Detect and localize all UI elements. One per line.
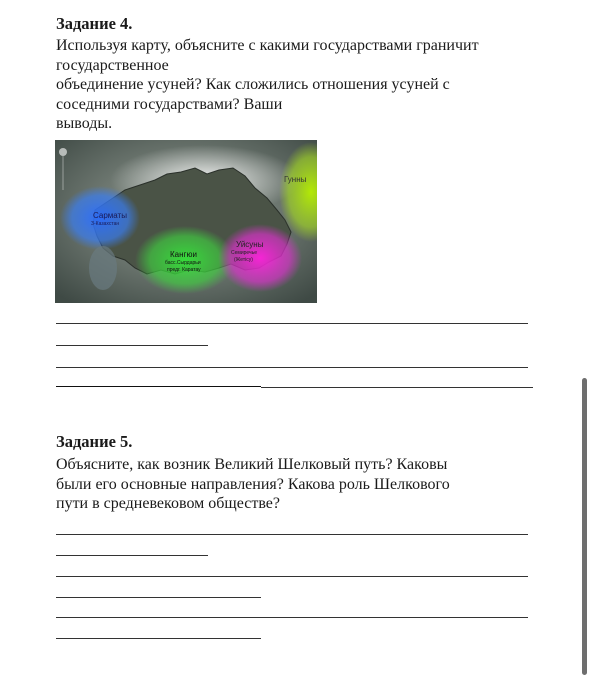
answer-line[interactable] xyxy=(56,534,528,535)
task4-line: Используя карту, объясните с какими государствами граничит xyxy=(56,37,479,54)
answer-line[interactable] xyxy=(261,387,533,388)
answer-line[interactable] xyxy=(56,597,261,598)
task5-title: Задание 5. xyxy=(56,432,133,451)
caspian-sea xyxy=(89,246,117,290)
label-usuni-sub2: (Жетісу) xyxy=(234,257,253,263)
map-nav-dot xyxy=(59,148,67,156)
label-kangyui-sub1: басс.Сырдарьи xyxy=(165,260,201,266)
label-sarmaty-sub: З-Казахстан xyxy=(91,221,120,227)
usun-map-image xyxy=(55,140,317,303)
task5-line: Объясните, как возник Великий Шелковый путь? Каковы xyxy=(56,456,448,473)
answer-line[interactable] xyxy=(56,638,261,639)
task4-line: государственное xyxy=(56,56,169,74)
task5-line: были его основные направления? Какова роль Шелкового xyxy=(56,475,450,493)
answer-line[interactable] xyxy=(56,386,261,387)
vertical-scrollbar[interactable] xyxy=(582,378,587,675)
task4-title: Задание 4. xyxy=(56,14,133,33)
answer-line[interactable] xyxy=(56,367,528,368)
label-sarmaty: Сарматы xyxy=(93,211,127,220)
answer-line[interactable] xyxy=(56,576,528,577)
label-kangyui: Кангюи xyxy=(170,250,197,259)
answer-line[interactable] xyxy=(56,617,528,618)
answer-line[interactable] xyxy=(56,345,208,346)
task5-line: пути в средневековом обществе? xyxy=(56,495,280,512)
usuni-region xyxy=(218,224,302,292)
label-usuni-sub1: Семиречье xyxy=(231,250,258,256)
task4-line: выводы. xyxy=(56,115,113,132)
label-usuni: Уйсуны xyxy=(236,240,264,249)
task4-line: объединение усуней? Как сложились отношения усуней с xyxy=(56,76,450,93)
answer-line[interactable] xyxy=(56,323,528,324)
task5-question xyxy=(56,455,546,514)
label-kangyui-sub2: предг. Каратау xyxy=(167,267,201,273)
task4-question xyxy=(56,36,546,134)
answer-line[interactable] xyxy=(56,555,208,556)
task4-line: соседними государствами? Ваши xyxy=(56,95,283,113)
label-gunny: Гунны xyxy=(284,175,307,184)
